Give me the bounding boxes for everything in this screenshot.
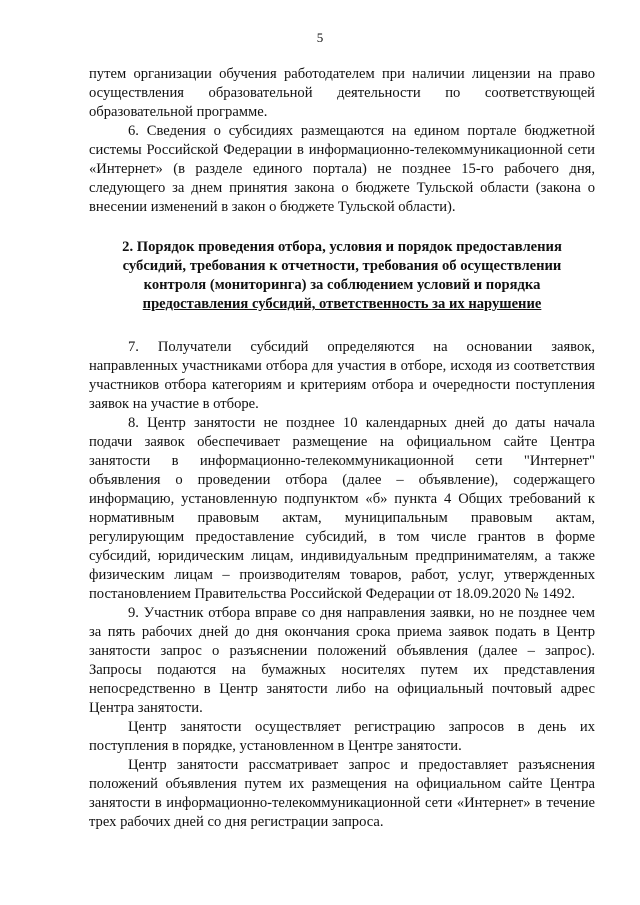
section-heading-line-3: контроля (мониторинга) за соблюдением условий и порядка (143, 277, 541, 293)
paragraph-7: 7. Получатели субсидий определяются на основании заявок, направленных участниками отбора для участия в отборе, исходя из соответствия участников отбора категориям и критериям отбора и очередности поступления заявок на участие в отборе. (89, 339, 595, 412)
paragraph-6: 6. Сведения о субсидиях размещаются на едином портале бюджетной системы Российской Федерации в информационно-телекоммуникационной сети «Интернет» (в разделе единого портала) не позднее 15-го рабочего дня, следующего за днем принятия закона о бюджете Тульской области (закона о внесении изменений в закон о бюджете Тульской области). (89, 123, 595, 215)
page-number: 5 (316, 30, 324, 45)
document-body (89, 65, 595, 832)
section-heading-line-2: субсидий, требования к отчетности, требования об осуществлении (122, 258, 562, 274)
paragraph-continuation: путем организации обучения работодателем при наличии лицензии на право осуществления образовательной деятельности по соответствующей образовательной программе. (89, 66, 595, 120)
section-heading-line-4: предоставления субсидий, ответственность за их нарушение (142, 296, 542, 312)
paragraph-registration: Центр занятости осуществляет регистрацию запросов в день их поступления в порядке, установленном в Центре занятости. (89, 719, 595, 754)
paragraph-8: 8. Центр занятости не позднее 10 календарных дней до даты начала подачи заявок обеспечивает размещение на официальном сайте Центра занятости в информационно-телекоммуникационной сети "Интернет" объявления о проведении отбора (далее – объявление), содержащего информацию, установленную подпунктом «б» пункта 4 Общих требований к нормативным правовым актам, муниципальным правовым актам, регулирующим предоставление субсидий, в том числе грантов в форме субсидий, юридическим лицам, индивидуальным предпринимателям, а также физическим лицам – производителям товаров, работ, услуг, утвержденных постановлением Правительства Российской Федерации от 18.09.2020 № 1492. (89, 415, 595, 602)
paragraph-9: 9. Участник отбора вправе со дня направления заявки, но не позднее чем за пять рабочих дней до дня окончания срока приема заявок подать в Центр занятости запрос о разъяснении положений объявления (далее – запрос). Запросы подаются на бумажных носителях путем их представления непосредственно в Центр занятости либо на официальный почтовый адрес Центра занятости. (89, 605, 595, 716)
section-heading (89, 238, 595, 314)
paragraph-clarification: Центр занятости рассматривает запрос и предоставляет разъяснения положений объявления путем их размещения на официальном сайте Центра занятости в информационно-телекоммуникационной сети «Интернет» в течение трех рабочих дней со дня регистрации запроса. (89, 757, 595, 830)
section-heading-line-1: 2. Порядок проведения отбора, условия и порядок предоставления (122, 239, 562, 255)
